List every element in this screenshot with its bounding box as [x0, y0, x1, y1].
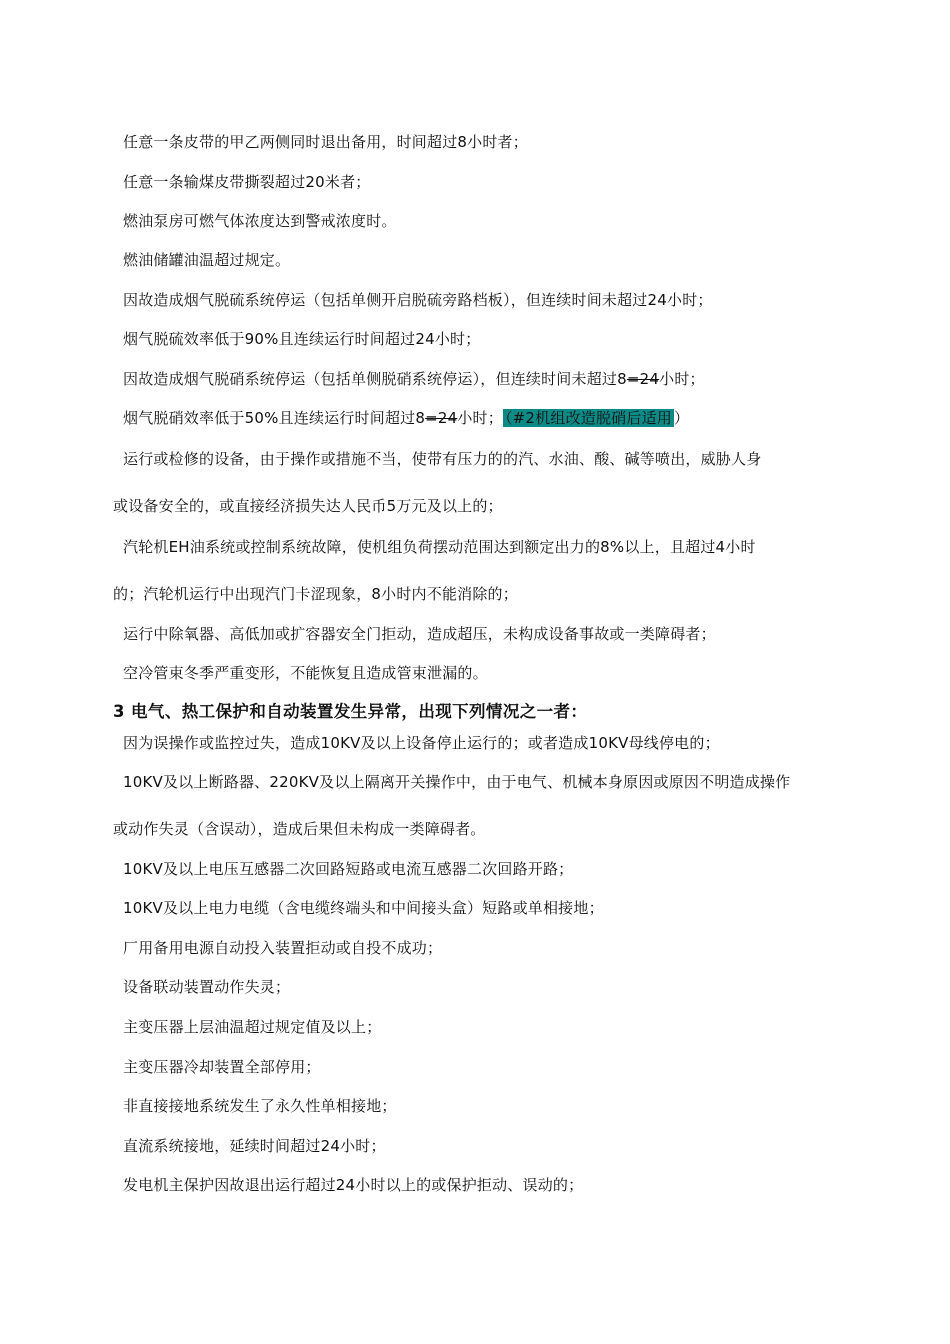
paragraph: 任意一条皮带的甲乙两侧同时退出备用，时间超过8小时者；	[123, 133, 528, 151]
paragraph: 厂用备用电源自动投入装置拒动或自投不成功；	[123, 939, 443, 957]
paragraph-continuation: 或动作失灵（含误动），造成后果但未构成一类障碍者。	[113, 820, 486, 838]
text-run: 因故造成烟气脱硝系统停运（包括单侧脱硝系统停运），但连续时间未超过8	[123, 370, 627, 388]
paragraph: 烟气脱硫效率低于90%且连续运行时间超过24小时；	[123, 330, 481, 348]
paragraph-continuation: 或设备安全的，或直接经济损失达人民币5万元及以上的；	[113, 497, 503, 515]
paragraph: 发电机主保护因故退出运行超过24小时以上的或保护拒动、误动的；	[123, 1176, 584, 1194]
section-heading: 3 电气、热工保护和自动装置发生异常，出现下列情况之一者：	[113, 702, 588, 721]
paragraph: 主变压器上层油温超过规定值及以上；	[123, 1018, 382, 1036]
paragraph: 10KV及以上断路器、220KV及以上隔离开关操作中，由于电气、机械本身原因或原因不明造成操作	[123, 773, 791, 791]
paragraph: 任意一条输煤皮带撕裂超过20米者；	[123, 173, 371, 191]
paragraph: 因为误操作或监控过失，造成10KV及以上设备停止运行的；或者造成10KV母线停电的；	[123, 734, 720, 752]
deleted-text: =24	[425, 409, 458, 427]
paragraph-continuation: 的；汽轮机运行中出现汽门卡涩现象，8小时内不能消除的；	[113, 585, 518, 603]
paragraph: 主变压器冷却装置全部停用；	[123, 1058, 321, 1076]
paragraph: 因故造成烟气脱硫系统停运（包括单侧开启脱硫旁路档板），但连续时间未超过24小时；	[123, 291, 713, 309]
text-run: 烟气脱硝效率低于50%且连续运行时间超过8	[123, 409, 426, 427]
paragraph: 燃油泵房可燃气体浓度达到警戒浓度时。	[123, 212, 397, 230]
deleted-text: =24	[626, 370, 660, 388]
paragraph: 非直接接地系统发生了永久性单相接地；	[123, 1097, 397, 1115]
text-run: 小时；	[659, 370, 705, 388]
paragraph: 直流系统接地，延续时间超过24小时；	[123, 1137, 386, 1155]
paragraph	[123, 408, 689, 428]
paragraph	[123, 369, 705, 389]
paragraph: 燃油储罐油温超过规定。	[123, 251, 291, 269]
paragraph: 运行中除氧器、高低加或扩容器安全门拒动，造成超压，未构成设备事故或一类障碍者；	[123, 625, 716, 643]
paragraph: 空冷管束冬季严重变形，不能恢复且造成管束泄漏的。	[123, 664, 488, 682]
paragraph: 10KV及以上电压互感器二次回路短路或电流互感器二次回路开路；	[123, 860, 574, 878]
paragraph: 运行或检修的设备，由于操作或措施不当，使带有压力的的汽、水油、酸、碱等喷出，威胁人身	[123, 450, 762, 468]
paragraph: 10KV及以上电力电缆（含电缆终端头和中间接头盒）短路或单相接地；	[123, 899, 604, 917]
paragraph: 设备联动装置动作失灵；	[123, 978, 291, 996]
text-run: 小时；	[457, 409, 503, 427]
highlighted-text: （#2机组改造脱硝后适用	[504, 409, 672, 427]
text-run: ）	[673, 409, 690, 427]
paragraph: 汽轮机EH油系统或控制系统故障，使机组负荷摆动范围达到额定出力的8%以上，且超过4小时	[123, 538, 756, 556]
